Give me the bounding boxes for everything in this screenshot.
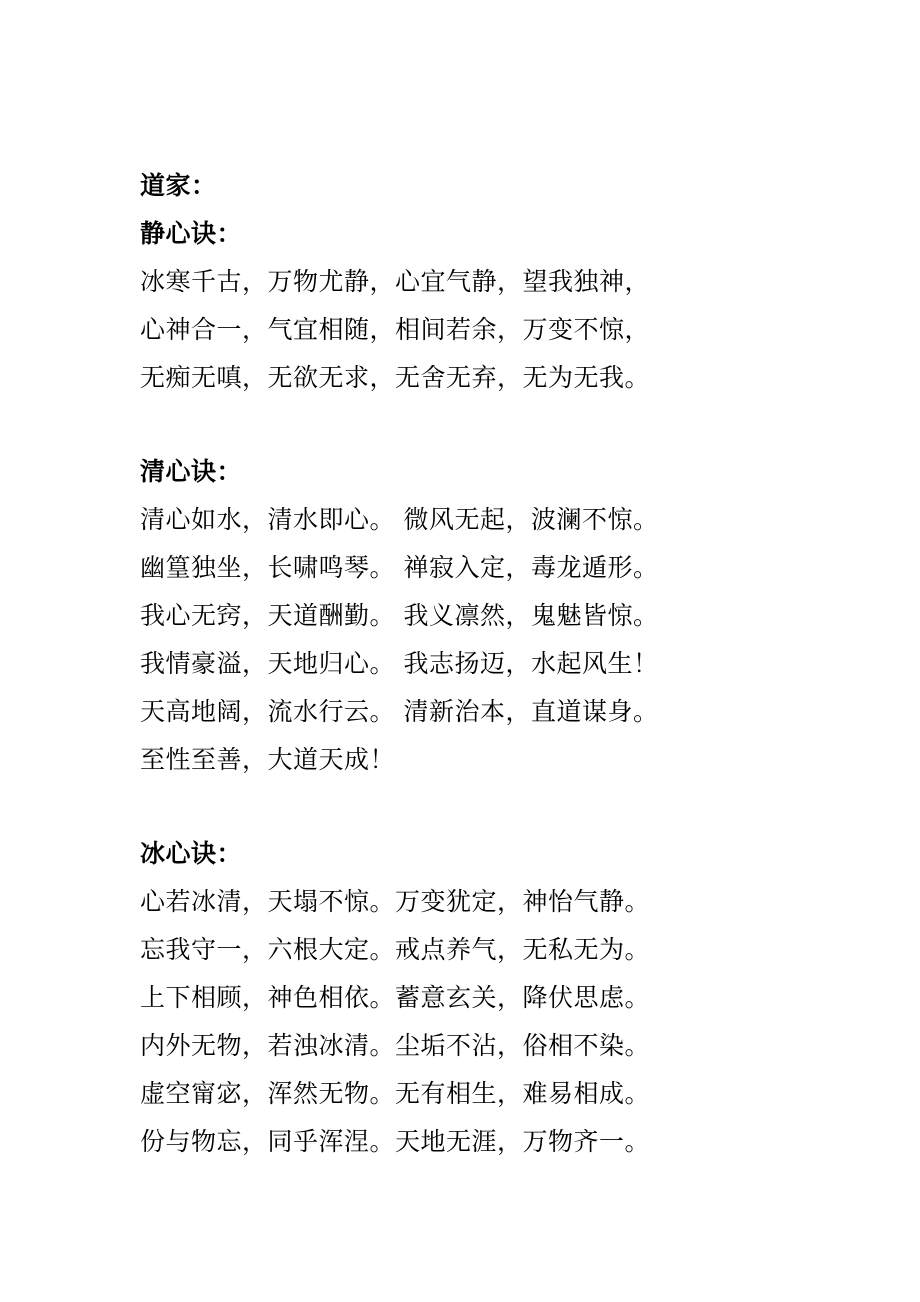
section-title-qingxin: 清心诀： bbox=[140, 457, 243, 486]
verse-line: 至性至善，大道天成！ bbox=[140, 745, 396, 774]
section-gap bbox=[140, 784, 880, 830]
verse-line: 心若冰清，天塌不惊。万变犹定，神怡气静。 bbox=[140, 887, 651, 916]
verse-line: 内外无物，若浊冰清。尘垢不沾，俗相不染。 bbox=[140, 1031, 651, 1060]
verse-line: 心神合一，气宜相随，相间若余，万变不惊， bbox=[140, 315, 651, 344]
verse-line: 份与物忘，同乎浑涅。天地无涯，万物齐一。 bbox=[140, 1127, 651, 1156]
verse-line: 无痴无嗔，无欲无求，无舍无弃，无为无我。 bbox=[140, 363, 651, 392]
section-title-bingxin: 冰心诀： bbox=[140, 839, 243, 868]
verse-line: 上下相顾，神色相依。蓄意玄关，降伏思虑。 bbox=[140, 983, 651, 1012]
verse-line: 我情豪溢，天地归心。 我志扬迈，水起风生！ bbox=[140, 649, 659, 678]
verse-line: 虚空甯宓，浑然无物。无有相生，难易相成。 bbox=[140, 1079, 651, 1108]
section-title-jingxin: 静心诀： bbox=[140, 219, 243, 248]
document-header: 道家： bbox=[140, 171, 217, 200]
document-content bbox=[140, 162, 880, 1166]
verse-line: 幽篁独坐，长啸鸣琴。 禅寂入定，毒龙遁形。 bbox=[140, 553, 659, 582]
verse-line: 我心无窍，天道酬勤。 我义凛然，鬼魅皆惊。 bbox=[140, 601, 659, 630]
verse-line: 天高地阔，流水行云。 清新治本，直道谋身。 bbox=[140, 697, 659, 726]
verse-line: 冰寒千古，万物尤静，心宜气静，望我独神， bbox=[140, 267, 651, 296]
section-gap bbox=[140, 402, 880, 448]
verse-line: 忘我守一，六根大定。戒点养气，无私无为。 bbox=[140, 935, 651, 964]
verse-line: 清心如水，清水即心。 微风无起，波澜不惊。 bbox=[140, 505, 659, 534]
